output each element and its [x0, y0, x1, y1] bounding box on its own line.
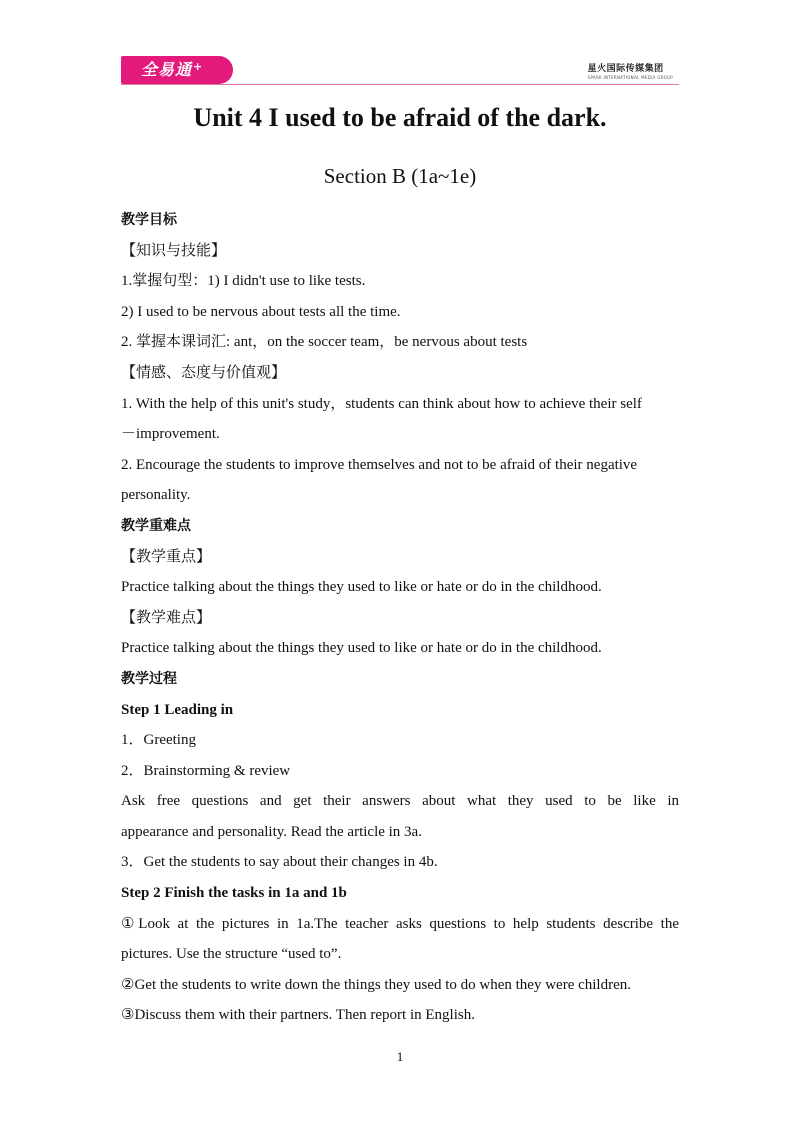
- objective-line: 2. 掌握本课词汇: ant，on the soccer team，be nervous about tests: [121, 334, 528, 351]
- subheading-knowledge-skills: 【知识与技能】: [121, 242, 227, 259]
- lesson-content: [121, 205, 679, 1031]
- procedure-line: pictures. Use the structure “used to”.: [121, 946, 342, 963]
- publisher-brand: [588, 61, 673, 80]
- step-heading: Step 2 Finish the tasks in 1a and 1b: [121, 885, 347, 902]
- logo-text: 全易通: [141, 60, 193, 79]
- objective-line: －improvement.: [121, 426, 220, 443]
- brand-name-en: SPARK INTERNATIONAL MEDIA GROUP: [587, 75, 673, 80]
- section-heading-key-points: 教学重难点: [121, 517, 191, 534]
- section-heading-procedure: 教学过程: [121, 670, 177, 687]
- section-heading-objectives: 教学目标: [121, 212, 177, 228]
- page-number: 1: [396, 1049, 404, 1064]
- procedure-line: 1．Greeting: [121, 732, 196, 749]
- subheading-key-point: 【教学重点】: [121, 548, 212, 565]
- procedure-line: 3．Get the students to say about their changes in 4b.: [121, 854, 438, 871]
- objective-line: 1.掌握句型：1) I didn't use to like tests.: [121, 273, 366, 290]
- objective-line: 2. Encourage the students to improve themselves and not to be afraid of their negative: [121, 456, 638, 473]
- procedure-line: appearance and personality. Read the article in 3a.: [121, 823, 422, 840]
- quanyitong-logo: [121, 56, 233, 84]
- logo-plus: +: [193, 60, 204, 73]
- subheading-difficult-point: 【教学难点】: [121, 609, 212, 626]
- step-heading: Step 1 Leading in: [121, 701, 234, 718]
- objective-line: 1. With the help of this unit's study，students can think about how to achieve their self: [121, 395, 642, 412]
- procedure-line: ③Discuss them with their partners. Then report in English.: [121, 1007, 475, 1024]
- document-subtitle: Section B (1a~1e): [323, 164, 477, 188]
- key-point-text: Practice talking about the things they used to like or hate or do in the childhood.: [121, 579, 602, 596]
- objective-line: personality.: [121, 487, 191, 504]
- objective-line: 2) I used to be nervous about tests all the time.: [121, 303, 401, 320]
- difficult-point-text: Practice talking about the things they used to like or hate or do in the childhood.: [121, 640, 602, 657]
- document-title: Unit 4 I used to be afraid of the dark.: [193, 103, 607, 132]
- procedure-line: ②Get the students to write down the things they used to do when they were children.: [121, 976, 632, 993]
- procedure-line: Ask free questions and get their answers about what they used to be like in: [121, 793, 679, 810]
- procedure-line: ①Look at the pictures in 1a.The teacher asks questions to help students describe the: [121, 915, 679, 932]
- procedure-line: 2．Brainstorming & review: [121, 762, 291, 779]
- subheading-attitudes-values: 【情感、态度与价值观】: [121, 364, 287, 381]
- page-header: [121, 56, 679, 86]
- brand-name-cn: 星火国际传媒集团: [587, 64, 664, 74]
- header-rule: [121, 84, 679, 85]
